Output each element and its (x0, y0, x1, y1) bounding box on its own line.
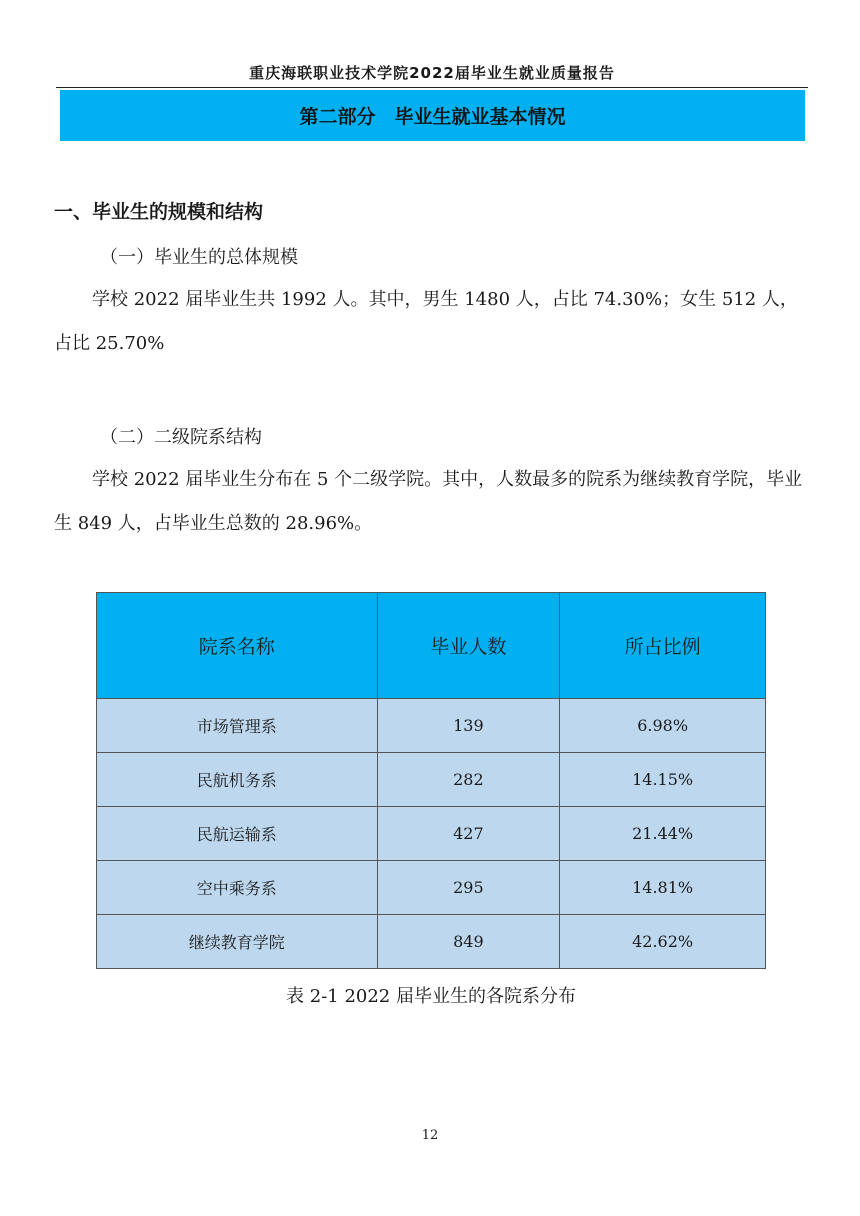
table-row (97, 861, 766, 915)
section-banner: 第二部分 毕业生就业基本情况 (60, 90, 805, 141)
department-table (96, 592, 766, 969)
cell-department: 继续教育学院 (97, 915, 378, 969)
cell-department: 民航运输系 (97, 807, 378, 861)
table-row (97, 807, 766, 861)
column-header-ratio: 所占比例 (560, 593, 766, 699)
cell-department: 市场管理系 (97, 699, 378, 753)
cell-department: 民航机务系 (97, 753, 378, 807)
section-heading: 一、毕业生的规模和结构 (54, 201, 264, 223)
cell-count: 849 (377, 915, 560, 969)
column-header-department: 院系名称 (97, 593, 378, 699)
table-caption: 表 2-1 2022 届毕业生的各院系分布 (286, 986, 576, 1007)
paragraph-scale: 学校 2022 届毕业生共 1992 人。其中，男生 1480 人，占比 74.30%；女生 512 人，占比 25.70% (54, 289, 798, 354)
cell-ratio: 6.98% (560, 699, 766, 753)
subsection-heading-scale: （一）毕业生的总体规模 (100, 247, 298, 268)
cell-ratio: 14.15% (560, 753, 766, 807)
header-rule (56, 87, 808, 88)
table-row (97, 699, 766, 753)
cell-count: 295 (377, 861, 560, 915)
cell-department: 空中乘务系 (97, 861, 378, 915)
column-header-count: 毕业人数 (377, 593, 560, 699)
subsection-heading-structure: （二）二级院系结构 (100, 427, 262, 448)
table-row (97, 753, 766, 807)
cell-count: 427 (377, 807, 560, 861)
cell-ratio: 14.81% (560, 861, 766, 915)
running-header: 重庆海联职业技术学院2022届毕业生就业质量报告 (249, 64, 615, 82)
cell-ratio: 21.44% (560, 807, 766, 861)
table-header-row (97, 593, 766, 699)
cell-count: 139 (377, 699, 560, 753)
paragraph-structure: 学校 2022 届毕业生分布在 5 个二级学院。其中，人数最多的院系为继续教育学院，毕业生 849 人，占毕业生总数的 28.96%。 (54, 469, 803, 534)
page-number: 12 (421, 1128, 439, 1143)
cell-ratio: 42.62% (560, 915, 766, 969)
table-row (97, 915, 766, 969)
cell-count: 282 (377, 753, 560, 807)
